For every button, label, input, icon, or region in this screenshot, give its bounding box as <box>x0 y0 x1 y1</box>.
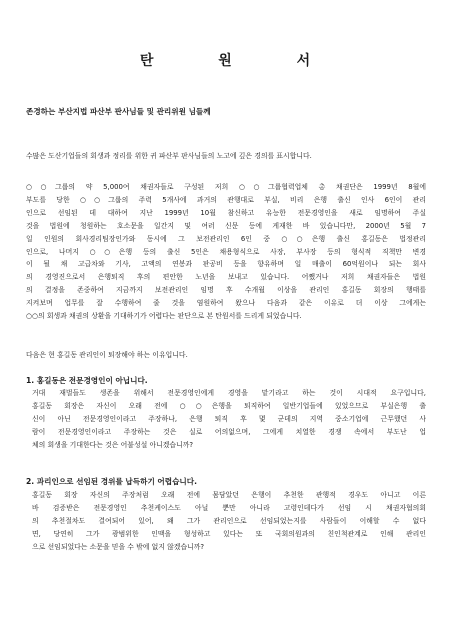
paragraph-line: 지켜보며 업무를 잘 수행하여 줄 것을 염원하여 왔으나 다음과 같은 이유로 더 이상 그에게는 <box>26 299 426 308</box>
paragraph-line: 것을 법원에 청원하는 호소문을 일간지 및 여러 신문 등에 게재한 바 있습니다만, 2000년 5월 7 <box>26 221 426 230</box>
intro-text: 수많은 도산기업들의 회생과 정리를 위한 귀 파산부 판사님들의 노고에 깊은 경의를 표시합니다. <box>26 152 312 160</box>
paragraph-line: ○○그룹의 약 5,000여 채권자들로 구성된 저희 ○○그룹협력업체 총 채권단은 1999년 8월에 <box>26 183 426 191</box>
intro-paragraph <box>26 150 426 163</box>
section-line: 면, 당연히 그가 광범위한 인맥을 형성하고 있다는 또 국회의원과의 친인척관계로 인해 관리인 <box>32 529 426 538</box>
addressee-line: 존경하는 부산지법 파산부 판사님들 및 관리위원 님들께 <box>26 107 211 116</box>
paragraph-line: 부도를 당한 ○○그룹의 주력 5개사에 과거의 관행대로 부실, 비리 은행 출신 인사 6인이 관리 <box>26 195 426 204</box>
paragraph-line: ○○의 회생과 채권의 상환을 기대하기가 어렵다는 판단으로 본 탄원서를 드리게 되었습니다. <box>26 312 302 321</box>
paragraph-line: 의 결정을 존중하여 지금까지 보전관리인 임명 후 수개월 이상을 관리인 홍길동 회장의 행태를 <box>26 286 426 295</box>
section-line: 홍길동 회장은 자신이 오래 전에 ○○은행을 퇴직하여 일반기업들에 있었으므로 부실은행 출 <box>32 401 426 410</box>
paragraph-line: 이 될 채 고급차와 기사, 고액의 연봉과 판공비 등을 향유하며 일 매출이 60억원이나 되는 회사 <box>26 260 426 269</box>
paragraph-line: 의 경영진으로서 은행퇴직 후의 편안한 노년을 보내고 있습니다. 어쨌거나 저희 채권자들은 법원 <box>26 273 426 282</box>
section-line: 으로 선임되었다는 소문을 믿을 수 밖에 없지 않겠습니까? <box>32 542 205 551</box>
section-line: 체의 회생을 기대한다는 것은 어불성설 아니겠습니까? <box>32 440 194 449</box>
reasons-intro-text: 다음은 현 홍길동 관리인이 퇴장해야 하는 이유입니다. <box>26 351 188 359</box>
section-line: 의 추천절차도 결여되어 있어, 왜 그가 관리인으로 선임되었는지를 사람들이 이해할 수 없다 <box>32 516 426 525</box>
paragraph-line: 일 인원의 회사경리팀장인가와 동시에 그 보전관리인 6인 중 ○○은행 출신 홍길동은 법정관리 <box>26 234 426 243</box>
section-line: 홍길동 회장 자신의 주장처럼 오래 전에 몸담았던 은행이 추천한 관행적 경우도 아니고 이른 <box>32 491 426 499</box>
section-line: 거대 재벌들도 생존을 위해서 전문경영인에게 경영을 맡기라고 하는 것이 시대적 요구입니다, <box>32 389 426 397</box>
document-title: 탄 원 서 <box>139 53 341 69</box>
section-1-heading: 1. 홍길동은 전문경영인이 아닙니다. <box>26 376 148 385</box>
main-paragraph <box>26 181 426 323</box>
paragraph-line: 인으로 선임된 데 대하여 지난 1999년 10월 참신하고 유능한 전문경영인을 새로 임명하여 주실 <box>26 208 426 217</box>
reasons-intro <box>26 349 426 362</box>
paragraph-line: 인으로, 나머지 ○○은행 등의 출신 5인은 채용형식으로 사장, 부사장 등의 형식적 직책만 변경 <box>26 247 426 256</box>
section-line: 람이 전문경영인이라고 주장하는 것은 실로 어의없으며, 그에게 치열한 경쟁 속에서 부도난 업 <box>32 427 426 436</box>
section-line: 바 검증받은 전문경영인 추천케이스도 아닐 뿐만 아니라 고령인데다가 선임 시 채권자협의회 <box>32 503 426 512</box>
section-line: 신이 아닌 전문경영인이라고 주장하나, 은행 퇴직 후 몇 군데의 지역 중소기업에 근무했던 사 <box>32 414 426 423</box>
section-2-heading: 2. 과리인으로 선임된 경위를 납득하기 어렵습니다. <box>26 477 197 486</box>
section-2-body <box>32 489 426 554</box>
section-1-body <box>32 387 426 452</box>
